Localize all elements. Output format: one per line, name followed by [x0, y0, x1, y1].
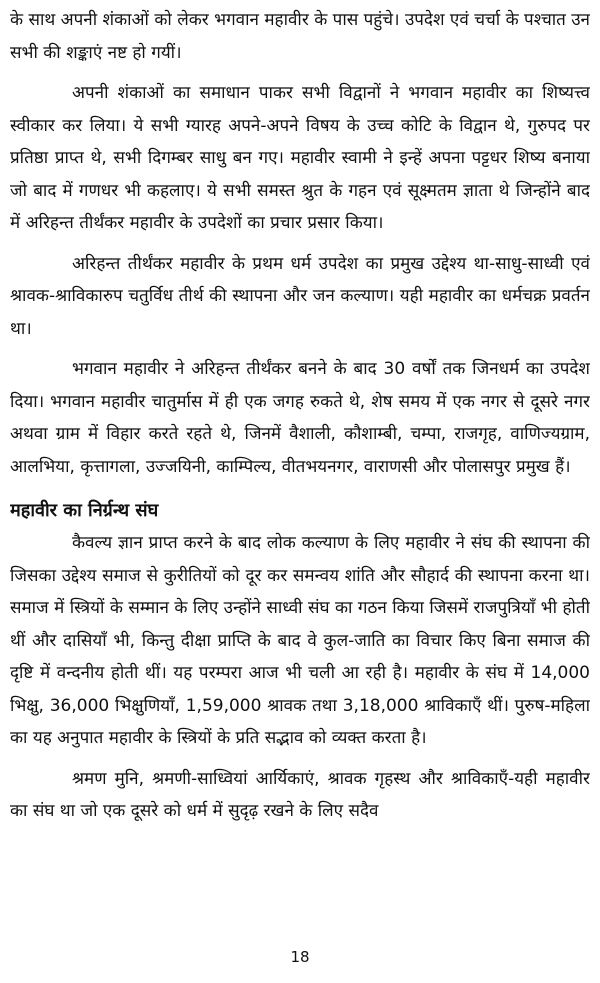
paragraph-preaching-travels: भगवान महावीर ने अरिहन्त तीर्थंकर बनने के बाद 30 वर्षों तक जिनधर्म का उपदेश दिया। भगवान महावीर चातुर्मास में ही एक जगह रुकते थे, शेष समय में एक नगर से दूसरे नगर अथवा ग्राम में विहार करते रहते थे, जिनमें वैशाली, कौशाम्बी, चम्पा, राजगृह, वाणिज्यग्राम, आलभिया, कृत्तागला, उज्जयिनी, काम्पिल्य, वीतभयनगर, वाराणसी और पोलासपुर प्रमुख हैं। — [10, 359, 590, 477]
page-number: 18 — [290, 948, 310, 966]
paragraph-sangha-members: श्रमण मुनि, श्रमणी-साध्वियां आर्यिकाएं, श्रावक गृहस्थ और श्राविकाएँ-यही महावीर का संघ था जो एक दूसरे को धर्म में सुदृढ़ रखने के लिए सदैव — [10, 768, 590, 821]
book-page — [10, 4, 590, 934]
paragraph-continued: के साथ अपनी शंकाओं को लेकर भगवान महावीर के पास पहुंचे। उपदेश एवं चर्चा के पश्चात उन सभी की शङ्काएं नष्ट हो गयीं। — [10, 10, 590, 63]
paragraph-scholars-disciples: अपनी शंकाओं का समाधान पाकर सभी विद्वानों ने भगवान महावीर का शिष्यत्त्व स्वीकार कर लिया। ये सभी ग्यारह अपने-अपने विषय के उच्च कोटि के विद्वान थे, गुरुपद पर प्रतिष्ठा प्राप्त थे, सभी दिगम्बर साधु बन गए। महावीर स्वामी ने इन्हें अपना पट्टधर शिष्य बनाया जो बाद में गणधर भी कहलाए। ये सभी समस्त श्रुत के गहन एवं सूक्ष्मतम ज्ञाता थे जिन्होंने बाद में अरिहन्त तीर्थंकर महावीर के उपदेशों का प्रचार प्रसार किया। — [10, 83, 590, 233]
paragraph-sangha-establishment: कैवल्य ज्ञान प्राप्त करने के बाद लोक कल्याण के लिए महावीर ने संघ की स्थापना की जिसका उद्देश्य समाज से कुरीतियों को दूर कर समन्वय शांति और सौहार्द की स्थापना करना था। समाज में स्त्रियों के सम्मान के लिए उन्होंने साध्वी संघ का गठन किया जिसमें राजपुत्रियाँ भी होती थीं और दासियाँ भी, किन्तु दीक्षा प्राप्ति के बाद वे कुल-जाति का विचार किए बिना समाज की दृष्टि में वन्दनीय होती थीं। यह परम्परा आज भी चली आ रही है। महावीर के संघ में 14,000 भिक्षु, 36,000 भिक्षुणियाँ, 1,59,000 श्रावक तथा 3,18,000 श्राविकाएँ थीं। पुरुष-महिला का यह अनुपात महावीर के स्त्रियों के प्रति सद्भाव को व्यक्त करता है। — [10, 533, 590, 748]
section-heading: महावीर का निर्ग्रन्थ संघ — [10, 500, 159, 521]
paragraph-first-sermon: अरिहन्त तीर्थंकर महावीर के प्रथम धर्म उपदेश का प्रमुख उद्देश्य था-साधु-साध्वी एवं श्रावक-श्राविकारुप चतुर्विध तीर्थ की स्थापना और जन कल्याण। यही महावीर का धर्मचक्र प्रवर्तन था। — [10, 253, 590, 339]
